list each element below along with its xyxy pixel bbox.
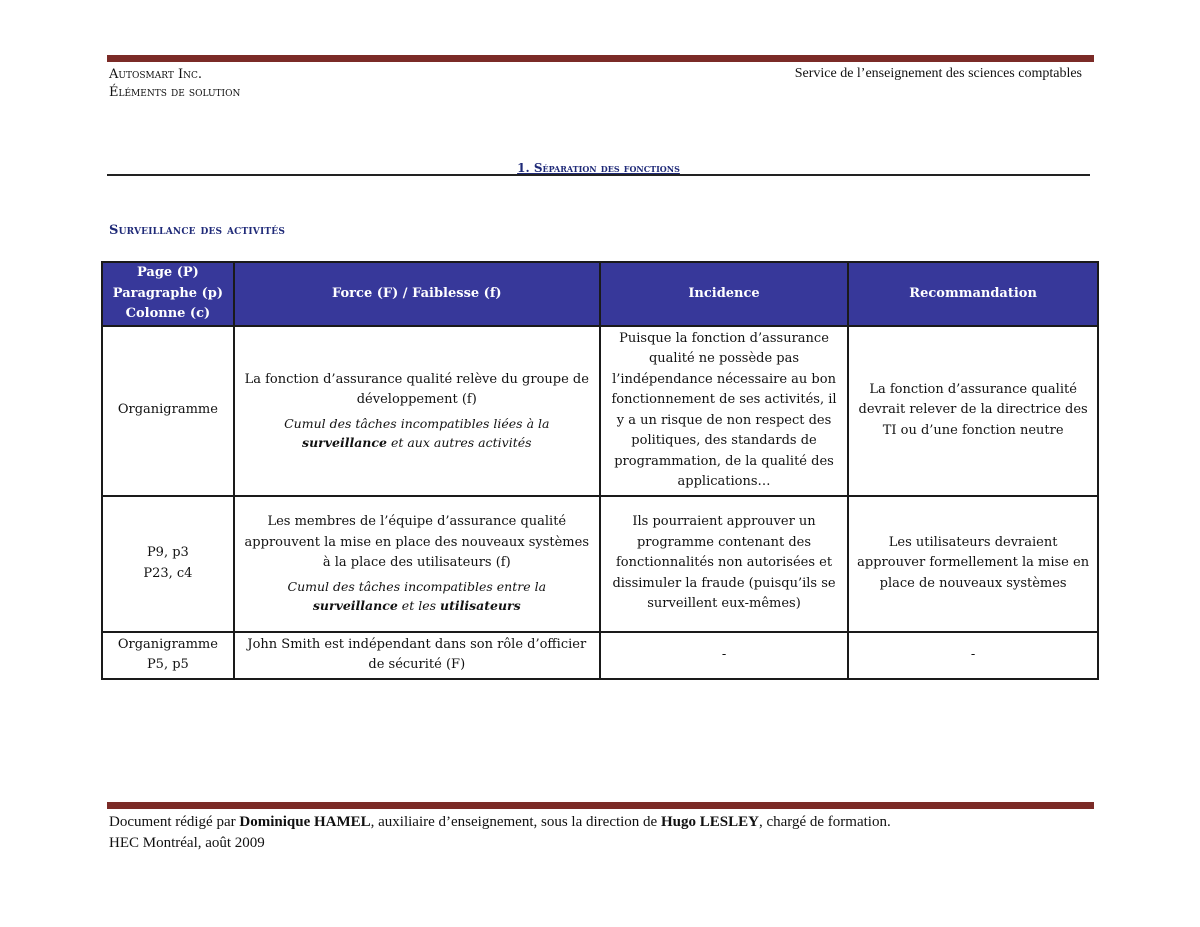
author-name: Dominique HAMEL — [239, 814, 371, 830]
header-incidence: Incidence — [600, 262, 848, 326]
cell-finding: Les membres de l’équipe d’assurance qualité approuvent la mise en place des nouveaux systèmes à la place des utilisateurs (f) Cumul des tâches incompatibles entre la surveillance et les utilisateurs — [234, 496, 600, 632]
finding-note: Cumul des tâches incompatibles entre la surveillance et les utilisateurs — [287, 578, 547, 613]
cell-finding: La fonction d’assurance qualité relève du groupe de développement (f) Cumul des tâches incompatibles liées à la surveillance et aux autres activités — [234, 326, 600, 496]
cell-reference: P9, p3 P23, c4 — [102, 496, 234, 632]
cell-reference: Organigramme P5, p5 — [102, 632, 234, 679]
cell-finding: John Smith est indépendant dans son rôle d’officier de sécurité (F) — [234, 632, 600, 679]
bottom-rule — [107, 802, 1094, 809]
header-finding: Force (F) / Faiblesse (f) — [234, 262, 600, 326]
cell-recommendation: La fonction d’assurance qualité devrait relever de la directrice des TI ou d’une fonction neutre — [848, 326, 1098, 496]
findings-table — [101, 261, 1099, 680]
subtitle: Surveillance des activités — [109, 223, 286, 238]
table-header-row — [102, 262, 1098, 326]
header-recommendation: Recommandation — [848, 262, 1098, 326]
finding-note: Cumul des tâches incompatibles liées à la surveillance et aux autres activités — [284, 415, 550, 450]
top-rule — [107, 55, 1094, 62]
cell-incidence: Ils pourraient approuver un programme contenant des fonctionnalités non autorisées et dissimuler la fraude (puisqu’ils se surveillent eux-mêmes) — [600, 496, 848, 632]
header-reference: Page (P) Paragraphe (p) Colonne (c) — [102, 262, 234, 326]
cell-incidence: Puisque la fonction d’assurance qualité ne possède pas l’indépendance nécessaire au bon fonctionnement de ses activités, il y a un risque de non respect des politiques, des standards de programmation, de la qualité des applications… — [600, 326, 848, 496]
table-row — [102, 496, 1098, 632]
company-name: Autosmart Inc. — [109, 67, 203, 82]
footer-credits: Document rédigé par Dominique HAMEL, auxiliaire d’enseignement, sous la direction de Hugo LESLEY, chargé de formation. — [109, 814, 891, 830]
footer-institution: HEC Montréal, août 2009 — [109, 835, 265, 851]
document-type: Éléments de solution — [109, 85, 241, 100]
table-row — [102, 632, 1098, 679]
table-row — [102, 326, 1098, 496]
section-title: 1. Séparation des fonctions — [107, 160, 1090, 176]
cell-reference: Organigramme — [102, 326, 234, 496]
footer — [109, 812, 891, 854]
supervisor-name: Hugo LESLEY — [660, 814, 759, 830]
cell-recommendation: - — [848, 632, 1098, 679]
department-name: Service de l’enseignement des sciences comptables — [794, 66, 1082, 81]
cell-recommendation: Les utilisateurs devraient approuver formellement la mise en place de nouveaux systèmes — [848, 496, 1098, 632]
header-left — [109, 66, 240, 102]
cell-incidence: - — [600, 632, 848, 679]
